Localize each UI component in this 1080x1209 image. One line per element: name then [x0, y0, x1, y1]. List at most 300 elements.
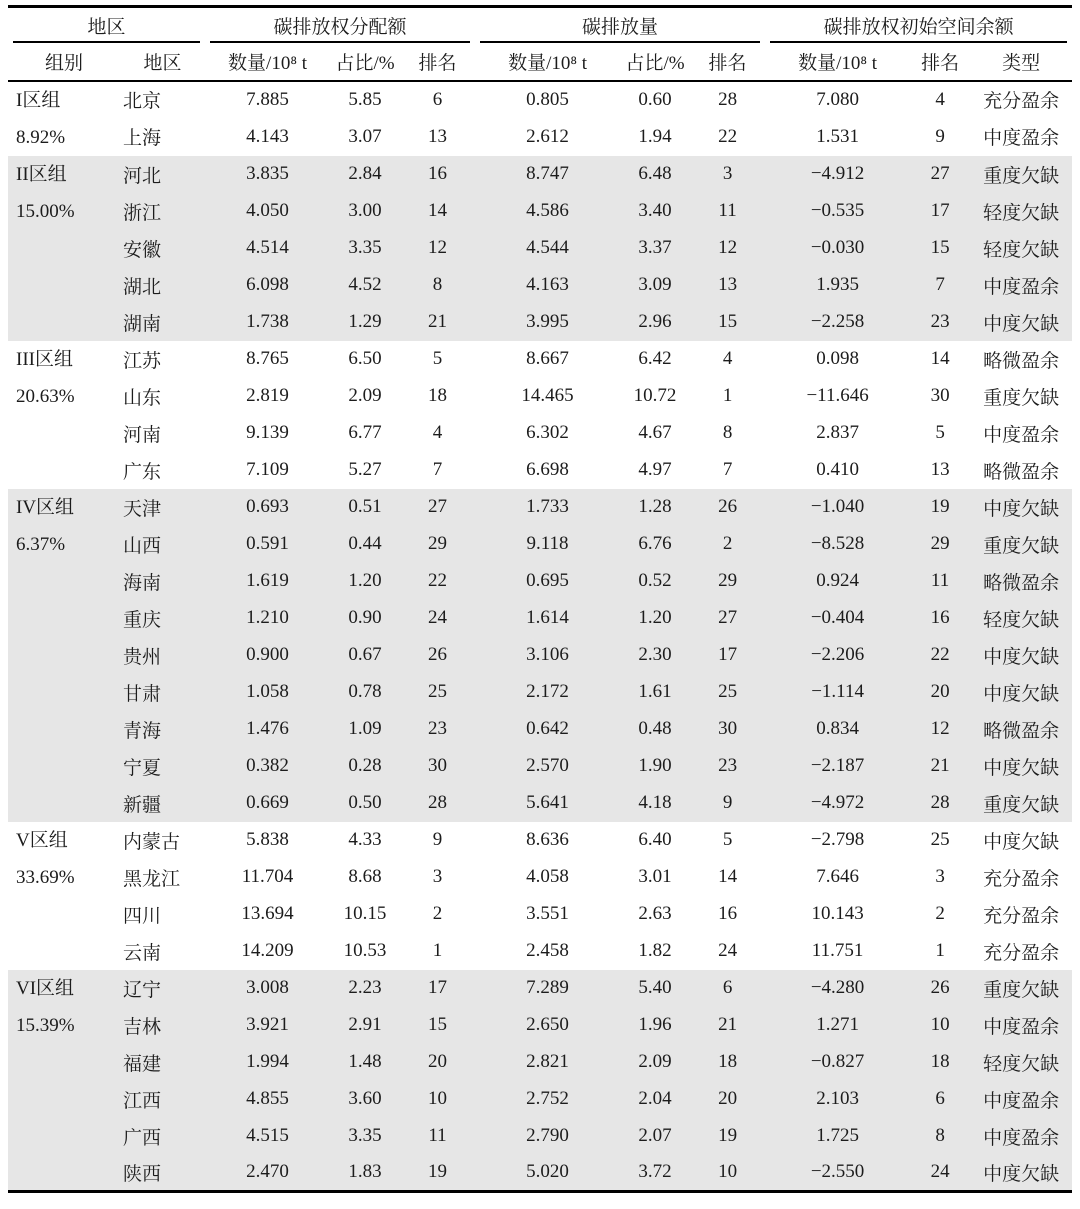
value-cell: 4 [935, 88, 945, 110]
value-cell: 1.614 [475, 600, 620, 637]
value-cell: 5.838 [246, 829, 289, 850]
province-cell: 吉林 [120, 1007, 205, 1044]
table-row [8, 1007, 1072, 1044]
value-cell: 9 [935, 125, 945, 147]
table-row [8, 970, 1072, 1007]
value-cell: 23 [690, 748, 765, 785]
value-cell: 8 [910, 1118, 970, 1155]
value-cell: 6 [910, 1081, 970, 1118]
province-cell: 天津 [120, 489, 205, 526]
value-cell: 21 [910, 748, 970, 785]
value-cell: 2 [432, 903, 443, 924]
value-cell: 0.78 [330, 674, 400, 711]
value-cell: −4.280 [765, 970, 910, 1007]
province-cell: 河北 [120, 156, 205, 193]
type-cell: 中度盈余 [970, 267, 1072, 304]
value-cell: 14 [718, 866, 738, 887]
value-cell: 3.37 [620, 230, 690, 267]
table-row [8, 452, 1072, 489]
value-cell: 8.747 [475, 156, 620, 193]
header-col-alloc-amount: 数量/10⁸ t [205, 44, 330, 81]
group-share: 20.63% [16, 385, 75, 407]
province-cell: 江苏 [123, 350, 162, 372]
group-cell [8, 81, 120, 156]
table-header [8, 7, 1072, 81]
value-cell: 2.09 [620, 1044, 690, 1081]
type-cell: 轻度欠缺 [970, 600, 1072, 637]
type-cell: 略微盈余 [983, 350, 1060, 372]
group-share: 8.92% [16, 126, 66, 148]
value-cell: 6.098 [205, 267, 330, 304]
province-cell: 安徽 [120, 230, 205, 267]
value-cell: 3.07 [348, 125, 382, 147]
value-cell: 4.143 [246, 125, 289, 147]
value-cell: 5.641 [475, 785, 620, 822]
value-cell: 0.591 [205, 526, 330, 563]
province-cell: 宁夏 [120, 748, 205, 785]
value-cell: 20 [910, 674, 970, 711]
province-cell: 甘肃 [120, 674, 205, 711]
value-cell: 1.82 [638, 940, 672, 961]
value-cell: 1.738 [205, 304, 330, 341]
value-cell: 4.163 [475, 267, 620, 304]
province-cell: 江西 [120, 1081, 205, 1118]
header-group-region: 地区 [8, 7, 205, 44]
value-cell: −0.535 [765, 193, 910, 230]
value-cell: 0.44 [330, 526, 400, 563]
value-cell: 1.994 [205, 1044, 330, 1081]
type-cell: 轻度欠缺 [970, 230, 1072, 267]
value-cell: −2.550 [765, 1155, 910, 1192]
header-col-emis-share: 占比/% [620, 44, 690, 81]
value-cell: 24 [718, 940, 738, 961]
value-cell: 2.103 [765, 1081, 910, 1118]
group-cell [8, 156, 120, 341]
value-cell: 2.91 [330, 1007, 400, 1044]
value-cell: 15 [400, 1007, 475, 1044]
value-cell: 1.619 [205, 563, 330, 600]
table-row [8, 526, 1072, 563]
value-cell: 2.04 [620, 1081, 690, 1118]
value-cell: 3.35 [330, 230, 400, 267]
value-cell: 14.209 [241, 940, 294, 961]
value-cell: 20 [690, 1081, 765, 1118]
value-cell: 9.118 [475, 526, 620, 563]
value-cell: 2.650 [475, 1007, 620, 1044]
value-cell: 1.09 [330, 711, 400, 748]
type-cell: 中度欠缺 [970, 637, 1072, 674]
value-cell: 18 [910, 1044, 970, 1081]
value-cell: 1 [432, 940, 443, 961]
value-cell: 0.834 [765, 711, 910, 748]
header-col-alloc-share: 占比/% [330, 44, 400, 81]
value-cell: 10 [400, 1081, 475, 1118]
header-col-region: 地区 [120, 44, 205, 81]
value-cell: 8.765 [246, 348, 289, 369]
value-cell: 7 [910, 267, 970, 304]
value-cell: 1.48 [330, 1044, 400, 1081]
value-cell: 2.819 [246, 385, 289, 406]
value-cell: 3.106 [475, 637, 620, 674]
value-cell: 3.35 [330, 1118, 400, 1155]
value-cell: 0.693 [205, 489, 330, 526]
value-cell: 6.48 [620, 156, 690, 193]
value-cell: 1.733 [475, 489, 620, 526]
value-cell: 30 [930, 385, 950, 406]
province-cell: 辽宁 [120, 970, 205, 1007]
value-cell: 3.09 [620, 267, 690, 304]
value-cell: 2.30 [620, 637, 690, 674]
value-cell: 6.698 [526, 459, 569, 480]
group-share: 15.00% [16, 200, 75, 222]
value-cell: 2.752 [475, 1081, 620, 1118]
value-cell: 27 [910, 156, 970, 193]
value-cell: 8 [400, 267, 475, 304]
value-cell: 6.77 [348, 422, 382, 443]
province-cell: 山东 [123, 387, 162, 409]
value-cell: 1.94 [638, 125, 672, 147]
value-cell: 21 [690, 1007, 765, 1044]
value-cell: 8.667 [526, 348, 569, 369]
value-cell: 6.302 [526, 422, 569, 443]
province-cell: 山西 [120, 526, 205, 563]
value-cell: 3.008 [205, 970, 330, 1007]
value-cell: −8.528 [765, 526, 910, 563]
type-cell: 轻度欠缺 [970, 1044, 1072, 1081]
type-cell: 重度欠缺 [970, 970, 1072, 1007]
value-cell: 30 [690, 711, 765, 748]
type-cell: 略微盈余 [970, 563, 1072, 600]
value-cell: 7.109 [246, 459, 289, 480]
table-row [8, 896, 1072, 933]
value-cell: 1.29 [330, 304, 400, 341]
table-row [8, 193, 1072, 230]
value-cell: 29 [400, 526, 475, 563]
value-cell: 26 [400, 637, 475, 674]
value-cell: 2.84 [330, 156, 400, 193]
value-cell: 7 [432, 459, 443, 480]
header-col-bal-type: 类型 [970, 44, 1072, 81]
value-cell: 7.080 [816, 88, 859, 110]
value-cell: 2.458 [526, 940, 569, 961]
value-cell: 6.76 [620, 526, 690, 563]
value-cell: 3.995 [475, 304, 620, 341]
value-cell: 30 [400, 748, 475, 785]
value-cell: 4.050 [205, 193, 330, 230]
value-cell: 10.53 [343, 940, 387, 961]
value-cell: 12 [690, 230, 765, 267]
value-cell: 11.704 [241, 866, 294, 887]
table-row [8, 822, 1072, 859]
value-cell: 8.636 [526, 829, 569, 850]
header-group-balance: 碳排放权初始空间余额 [765, 7, 1072, 44]
value-cell: 19 [910, 489, 970, 526]
header-group-row [8, 7, 1072, 44]
group-share: 33.69% [16, 866, 75, 888]
value-cell: 14.465 [521, 385, 574, 406]
value-cell: 1.28 [620, 489, 690, 526]
value-cell: −0.030 [765, 230, 910, 267]
value-cell: 3.01 [638, 866, 672, 887]
value-cell: 15 [910, 230, 970, 267]
value-cell: 26 [910, 970, 970, 1007]
header-col-bal-rank: 排名 [910, 44, 970, 81]
value-cell: 4.33 [348, 829, 382, 850]
value-cell: 10.143 [811, 903, 864, 924]
type-cell: 重度欠缺 [970, 526, 1072, 563]
table-row [8, 81, 1072, 119]
value-cell: 4 [722, 348, 733, 369]
type-cell: 中度欠缺 [970, 304, 1072, 341]
value-cell: 25 [930, 829, 950, 850]
value-cell: 2.96 [620, 304, 690, 341]
value-cell: 3.60 [330, 1081, 400, 1118]
value-cell: 8 [722, 422, 733, 443]
header-group-allocation: 碳排放权分配额 [205, 7, 475, 44]
value-cell: 2 [935, 903, 945, 924]
value-cell: 11 [910, 563, 970, 600]
table-row [8, 933, 1072, 970]
value-cell: 2.837 [816, 422, 859, 443]
value-cell: −2.206 [765, 637, 910, 674]
province-cell: 新疆 [120, 785, 205, 822]
province-cell: 广东 [123, 461, 162, 483]
value-cell: 6.40 [638, 829, 672, 850]
value-cell: 9 [432, 829, 443, 850]
value-cell: 27 [400, 489, 475, 526]
group-cell [8, 970, 120, 1192]
value-cell: 16 [400, 156, 475, 193]
value-cell: 1.725 [765, 1118, 910, 1155]
value-cell: 5.40 [620, 970, 690, 1007]
value-cell: 4.515 [205, 1118, 330, 1155]
value-cell: 7 [722, 459, 733, 480]
table-row [8, 674, 1072, 711]
header-col-emis-rank: 排名 [690, 44, 765, 81]
table-row [8, 378, 1072, 415]
value-cell: 1.20 [620, 600, 690, 637]
table-row [8, 600, 1072, 637]
value-cell: 21 [400, 304, 475, 341]
group-share: 15.39% [16, 1014, 75, 1036]
value-cell: 4.18 [620, 785, 690, 822]
value-cell: 1.476 [205, 711, 330, 748]
group-name: II区组 [16, 163, 67, 185]
type-cell: 中度盈余 [970, 1007, 1072, 1044]
value-cell: 4.855 [205, 1081, 330, 1118]
group-name: IV区组 [16, 496, 75, 518]
type-cell: 中度欠缺 [970, 1155, 1072, 1192]
province-cell: 上海 [123, 128, 162, 150]
value-cell: 6.50 [348, 348, 382, 369]
province-cell: 贵州 [120, 637, 205, 674]
table-row [8, 267, 1072, 304]
type-cell: 中度欠缺 [970, 674, 1072, 711]
value-cell: −11.646 [806, 385, 869, 406]
value-cell: 1.20 [330, 563, 400, 600]
table-row [8, 489, 1072, 526]
value-cell: 16 [718, 903, 738, 924]
value-cell: 1.61 [620, 674, 690, 711]
value-cell: 1.83 [330, 1155, 400, 1192]
group-name: VI区组 [16, 977, 75, 999]
value-cell: 0.642 [475, 711, 620, 748]
value-cell: 27 [690, 600, 765, 637]
value-cell: 3.72 [620, 1155, 690, 1192]
value-cell: 23 [400, 711, 475, 748]
table-row [8, 304, 1072, 341]
value-cell: 1.935 [765, 267, 910, 304]
value-cell: 1.90 [620, 748, 690, 785]
value-cell: 4.67 [638, 422, 672, 443]
value-cell: 0.52 [620, 563, 690, 600]
value-cell: 0.67 [330, 637, 400, 674]
value-cell: 4 [432, 422, 443, 443]
value-cell: 25 [690, 674, 765, 711]
table-row [8, 156, 1072, 193]
group-name: V区组 [16, 829, 68, 851]
value-cell: 14 [930, 348, 950, 369]
table-row [8, 563, 1072, 600]
value-cell: 6 [432, 88, 443, 110]
value-cell: 0.60 [638, 88, 672, 110]
province-cell: 陕西 [120, 1155, 205, 1192]
value-cell: 24 [910, 1155, 970, 1192]
value-cell: 5.85 [348, 88, 382, 110]
value-cell: 10.72 [633, 385, 677, 406]
value-cell: 5 [432, 348, 443, 369]
value-cell: 28 [910, 785, 970, 822]
value-cell: 0.382 [205, 748, 330, 785]
value-cell: 28 [400, 785, 475, 822]
header-col-alloc-rank: 排名 [400, 44, 475, 81]
value-cell: 1.531 [816, 125, 859, 147]
value-cell: 7.885 [246, 88, 289, 110]
province-cell: 湖南 [120, 304, 205, 341]
value-cell: −2.187 [765, 748, 910, 785]
value-cell: 0.669 [205, 785, 330, 822]
table-row [8, 1044, 1072, 1081]
type-cell: 略微盈余 [970, 711, 1072, 748]
value-cell: 4.586 [475, 193, 620, 230]
type-cell: 略微盈余 [983, 461, 1060, 483]
value-cell: 17 [400, 970, 475, 1007]
province-cell: 浙江 [120, 193, 205, 230]
value-cell: 13 [930, 459, 950, 480]
value-cell: 2.63 [638, 903, 672, 924]
value-cell: 14 [400, 193, 475, 230]
type-cell: 中度欠缺 [983, 831, 1060, 853]
value-cell: 26 [690, 489, 765, 526]
table-row [8, 1155, 1072, 1192]
table-row [8, 1081, 1072, 1118]
value-cell: 2.821 [475, 1044, 620, 1081]
province-cell: 黑龙江 [123, 868, 181, 890]
value-cell: −2.798 [810, 829, 865, 850]
value-cell: 6 [690, 970, 765, 1007]
value-cell: 2.790 [475, 1118, 620, 1155]
header-group-emission: 碳排放量 [475, 7, 765, 44]
allocation-table [8, 5, 1072, 1193]
value-cell: −0.404 [765, 600, 910, 637]
value-cell: 11.751 [811, 940, 864, 961]
type-cell: 重度欠缺 [983, 387, 1060, 409]
value-cell: 9.139 [246, 422, 289, 443]
value-cell: 5 [935, 422, 945, 443]
value-cell: 10 [910, 1007, 970, 1044]
value-cell: 29 [910, 526, 970, 563]
value-cell: 4.544 [475, 230, 620, 267]
value-cell: 0.90 [330, 600, 400, 637]
value-cell: 12 [910, 711, 970, 748]
value-cell: 0.410 [816, 459, 859, 480]
table-row [8, 341, 1072, 378]
table-body [8, 81, 1072, 1192]
value-cell: 9 [690, 785, 765, 822]
type-cell: 中度欠缺 [970, 748, 1072, 785]
value-cell: 1.96 [620, 1007, 690, 1044]
value-cell: 0.28 [330, 748, 400, 785]
value-cell: 28 [718, 88, 738, 110]
value-cell: 10 [690, 1155, 765, 1192]
table-row [8, 785, 1072, 822]
value-cell: 13 [428, 125, 448, 147]
value-cell: 5.27 [348, 459, 382, 480]
group-name: III区组 [16, 348, 73, 370]
province-cell: 云南 [123, 942, 162, 964]
value-cell: 15 [690, 304, 765, 341]
group-share: 6.37% [16, 533, 66, 555]
value-cell: 19 [690, 1118, 765, 1155]
type-cell: 充分盈余 [983, 868, 1060, 890]
value-cell: 0.48 [620, 711, 690, 748]
type-cell: 重度欠缺 [970, 156, 1072, 193]
value-cell: 4.52 [330, 267, 400, 304]
value-cell: 7.646 [816, 866, 859, 887]
value-cell: 3.40 [620, 193, 690, 230]
type-cell: 中度盈余 [970, 1118, 1072, 1155]
value-cell: 3.835 [205, 156, 330, 193]
value-cell: 3.551 [526, 903, 569, 924]
type-cell: 充分盈余 [983, 942, 1060, 964]
header-col-group: 组别 [8, 44, 120, 81]
value-cell: 1 [722, 385, 733, 406]
province-cell: 青海 [120, 711, 205, 748]
value-cell: 4.514 [205, 230, 330, 267]
value-cell: 7.289 [475, 970, 620, 1007]
value-cell: 16 [910, 600, 970, 637]
value-cell: 3.00 [330, 193, 400, 230]
table-row [8, 711, 1072, 748]
value-cell: −2.258 [765, 304, 910, 341]
table-row [8, 859, 1072, 896]
table-row [8, 415, 1072, 452]
value-cell: 17 [910, 193, 970, 230]
value-cell: 0.924 [765, 563, 910, 600]
type-cell: 中度盈余 [983, 424, 1060, 446]
value-cell: 23 [910, 304, 970, 341]
value-cell: 29 [690, 563, 765, 600]
type-cell: 轻度欠缺 [970, 193, 1072, 230]
value-cell: 22 [718, 125, 738, 147]
province-cell: 海南 [120, 563, 205, 600]
value-cell: 3.921 [205, 1007, 330, 1044]
value-cell: 2.612 [526, 125, 569, 147]
table-row [8, 748, 1072, 785]
value-cell: −4.912 [765, 156, 910, 193]
group-cell [8, 822, 120, 970]
value-cell: 20 [400, 1044, 475, 1081]
